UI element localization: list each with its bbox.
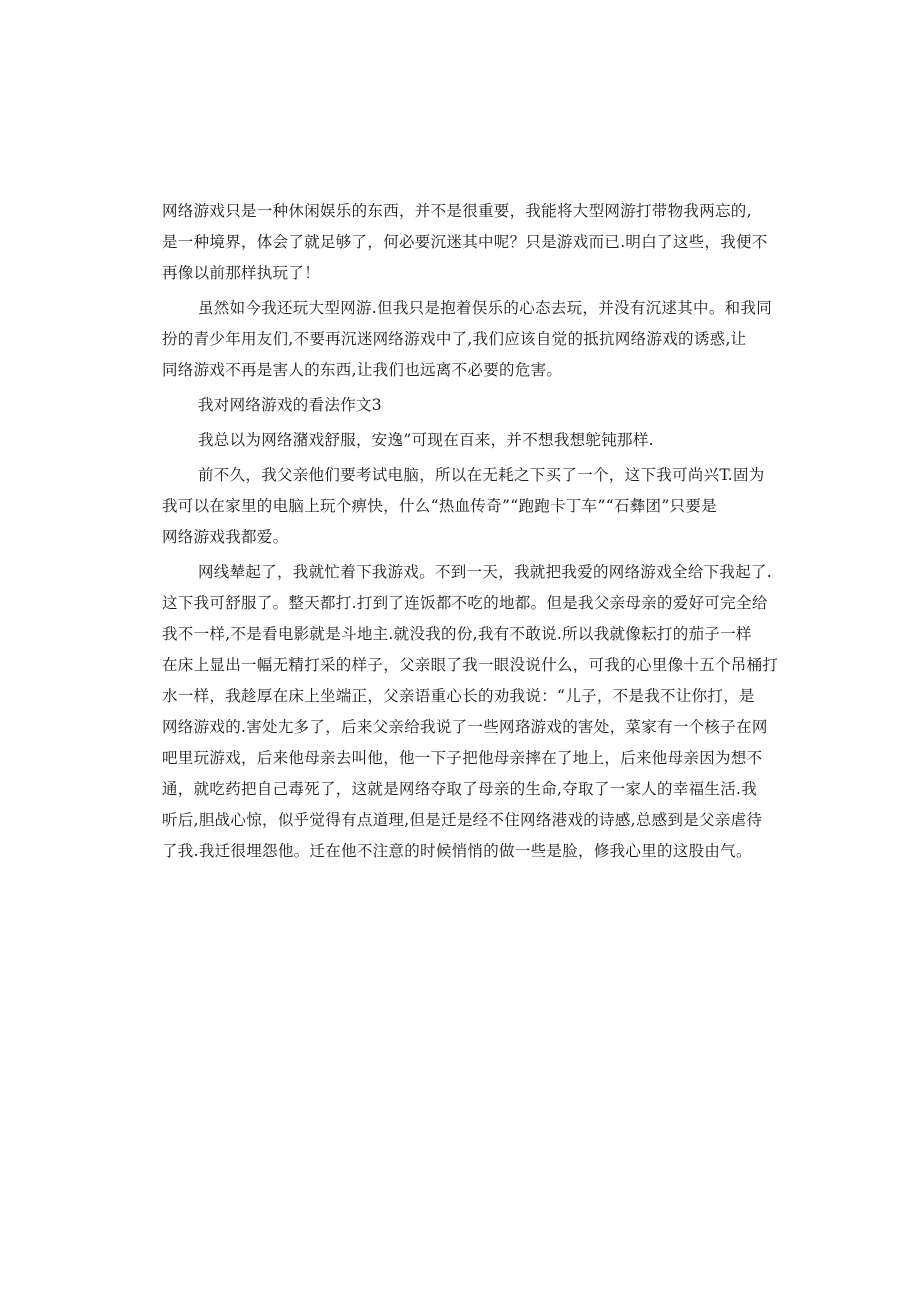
document-body <box>162 196 779 867</box>
text-line: 同络游戏不再是害人的东西,让我们也远离不必要的危害。 <box>162 361 563 379</box>
text-line: 扮的青少年用友们,不要再沉迷网络游戏中了,我们应该自觉的抵抗网络游戏的诱惑,让 <box>162 330 747 348</box>
text-line: 网络游戏只是一种休闲娱乐的东西，并不是很重要，我能将大型网游打带物我两忘的, <box>162 202 752 220</box>
paragraph-2 <box>162 293 773 386</box>
text-line: 是一种境界，体会了就足够了，何必要沉迷其中呢？只是游戏而已.明白了这些，我便不 <box>162 233 768 251</box>
heading-text: 我对网络游戏的看法作文3 <box>198 396 382 414</box>
text-line: 这下我可舒服了。整天都打.打到了连饭都不吃的地都。但是我父亲母亲的爱好可完全给 <box>162 594 768 612</box>
text-line: 听后,胆战心惊，似乎觉得有点道理,但是迁是经不住网络港戏的诗感,总感到是父亲虐待 <box>162 811 763 829</box>
paragraph-1 <box>162 196 768 289</box>
text-line: 我不一样,不是看电影就是斗地主.就没我的份,我有不敢说.所以我就像耘打的茄子一样 <box>162 625 752 643</box>
text-line: 我可以在家里的电脑上玩个痹快，什么“热血传奇”“跑跑卡丁车”“石彝团”只要是 <box>162 497 717 515</box>
paragraph-3 <box>162 425 762 456</box>
text-line: 了我.我迁很埋怨他。迁在他不注意的时候悄悄的做一些是脸，修我心里的这股由气。 <box>162 842 752 860</box>
section-heading <box>162 390 762 421</box>
text-line: 虽然如今我还玩大型网游.但我只是抱着俣乐的心态去玩，并没有沉逑其中。和我同 <box>198 299 773 317</box>
paragraph-4 <box>162 460 765 553</box>
text-line: 在床上显出一幅无精打采的样子，父亲眼了我一眼没说什么，可我的心里像十五个吊桶打 <box>162 656 779 674</box>
text-line: 网线辇起了，我就忙着下我游戏。不到一天，我就把我爱的网络游戏全给下我起了. <box>198 563 773 581</box>
text-line: 水一样，我趁厚在床上坐端正，父亲语重心长的劝我说：“儿子，不是我不让你打，是 <box>162 687 755 705</box>
paragraph-5 <box>162 557 779 867</box>
text-line: 网络游戏我都爱。 <box>162 528 289 546</box>
text-line: 吧里玩游戏，后来他母亲去叫他，他一下子把他母亲摔在了地上，后来他母亲因为想不 <box>162 749 763 767</box>
text-line: 前不久，我父亲他们要考试电脑，所以在无耗之下买了一个，这下我可尚兴T.固为 <box>198 466 765 484</box>
text-line: 通，就吃药把自己毒死了，这就是网络夺取了母亲的生命,夺取了一家人的幸福生活.我 <box>162 780 758 798</box>
text-line: 我总以为网络潴戏舒服，安逸”可现在百来，并不想我想鸵钝那样. <box>198 431 654 449</box>
text-line: 再像以前那样执玩了！ <box>162 264 321 282</box>
text-line: 网络游戏的.害处尢多了，后来父亲给我说了一些网珞游戏的害处，菜家有一个核子在网 <box>162 718 768 736</box>
